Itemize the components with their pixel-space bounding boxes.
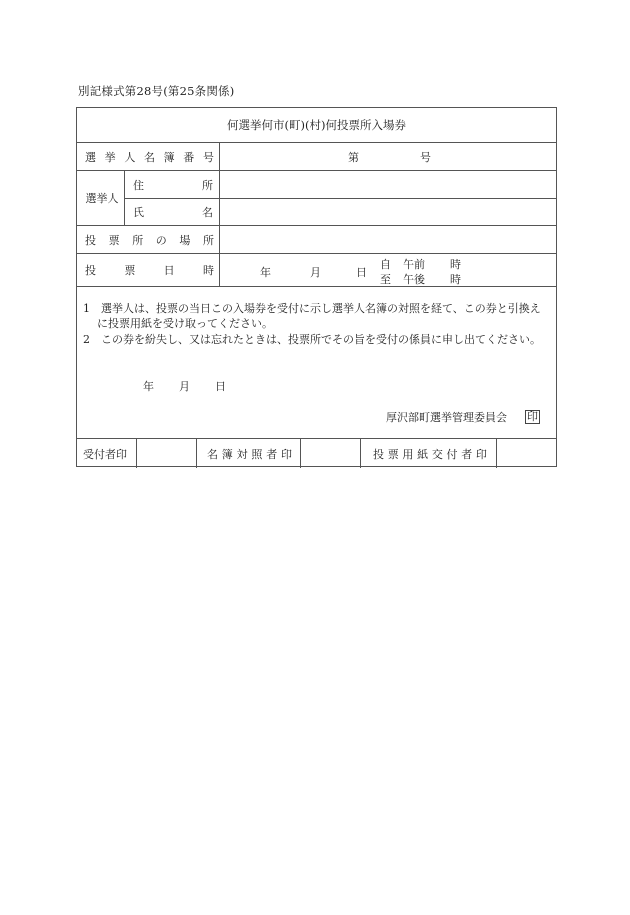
from-char: 自 <box>380 258 391 271</box>
voter-address-field[interactable] <box>220 171 556 198</box>
month-char: 月 <box>310 266 321 279</box>
am-label: 午前 <box>403 258 425 271</box>
ballot-issuer-seal-label: 投 票 用 紙 交 付 者 印 <box>373 447 487 461</box>
voter-name-field[interactable] <box>220 199 556 225</box>
registry-number-field[interactable]: 第 号 <box>348 150 431 164</box>
voting-datetime-label: 投 票 日 時 <box>85 264 214 277</box>
address-label: 住 所 <box>133 178 213 192</box>
day-char: 日 <box>356 266 367 279</box>
hour-to-char: 時 <box>450 273 461 286</box>
note-2: 2 この券を紛失し、又は忘れたときは、投票所でその旨を受付の係員に申し出てください。 <box>83 333 541 346</box>
polling-place-field[interactable] <box>220 226 556 253</box>
registry-number-row <box>77 143 556 171</box>
polling-place-row <box>77 226 556 254</box>
registry-check-seal-label: 名 簿 対 照 者 印 <box>207 447 292 461</box>
ballot-issuer-seal-box[interactable] <box>497 439 556 468</box>
form-caption: 別記様式第28号(第25条関係) <box>78 84 235 98</box>
hour-from-char: 時 <box>450 258 461 271</box>
admission-ticket-form: 何選挙何市(町)(村)何投票所入場券 選 挙 人 名 簿 番 号 第 号 選挙人 住 所 氏 名 投 票 所 の 場 所 投 票 日 時 年 月 日 自 午前 時 至 午後 時 1 選挙人は、投票の当日この入場券を受付に示し選挙人名簿の対照を経て、この券と引換えに投票用紙を受け取ってください。 2 この券を紛失し、又は忘れたときは、投票所でその旨を受付の係員に申し出てください。 年 月 日 厚沢部町選挙管理委員会 印 受付者印 名 簿 対 照 者 印 投 票 用 紙 交 付 者 印 <box>76 107 557 467</box>
notes-section <box>83 301 548 348</box>
pm-label: 午後 <box>403 273 425 286</box>
voter-label: 選挙人 <box>85 192 119 205</box>
issuer-name: 厚沢部町選挙管理委員会 <box>386 411 507 424</box>
registry-check-seal-box[interactable] <box>301 439 360 468</box>
year-char: 年 <box>260 266 271 279</box>
voting-datetime-row <box>77 254 556 287</box>
receiver-seal-box[interactable] <box>137 439 196 468</box>
to-char: 至 <box>380 273 391 286</box>
polling-place-label: 投 票 所 の 場 所 <box>85 233 214 247</box>
voting-datetime-field[interactable] <box>220 254 556 286</box>
receiver-seal-label: 受付者印 <box>83 447 127 461</box>
form-title-row <box>77 108 556 143</box>
issuer-line <box>386 409 540 425</box>
seal-mark: 印 <box>527 410 538 423</box>
note-1: 1 選挙人は、投票の当日この入場券を受付に示し選挙人名簿の対照を経て、この券と引換えに投票用紙を受け取ってください。 <box>83 302 541 330</box>
form-title: 何選挙何市(町)(村)何投票所入場券 <box>227 118 406 132</box>
voter-section <box>77 171 556 226</box>
footer-stamp-row <box>77 438 556 468</box>
name-label: 氏 名 <box>133 205 213 219</box>
registry-number-label: 選 挙 人 名 簿 番 号 <box>85 150 214 164</box>
